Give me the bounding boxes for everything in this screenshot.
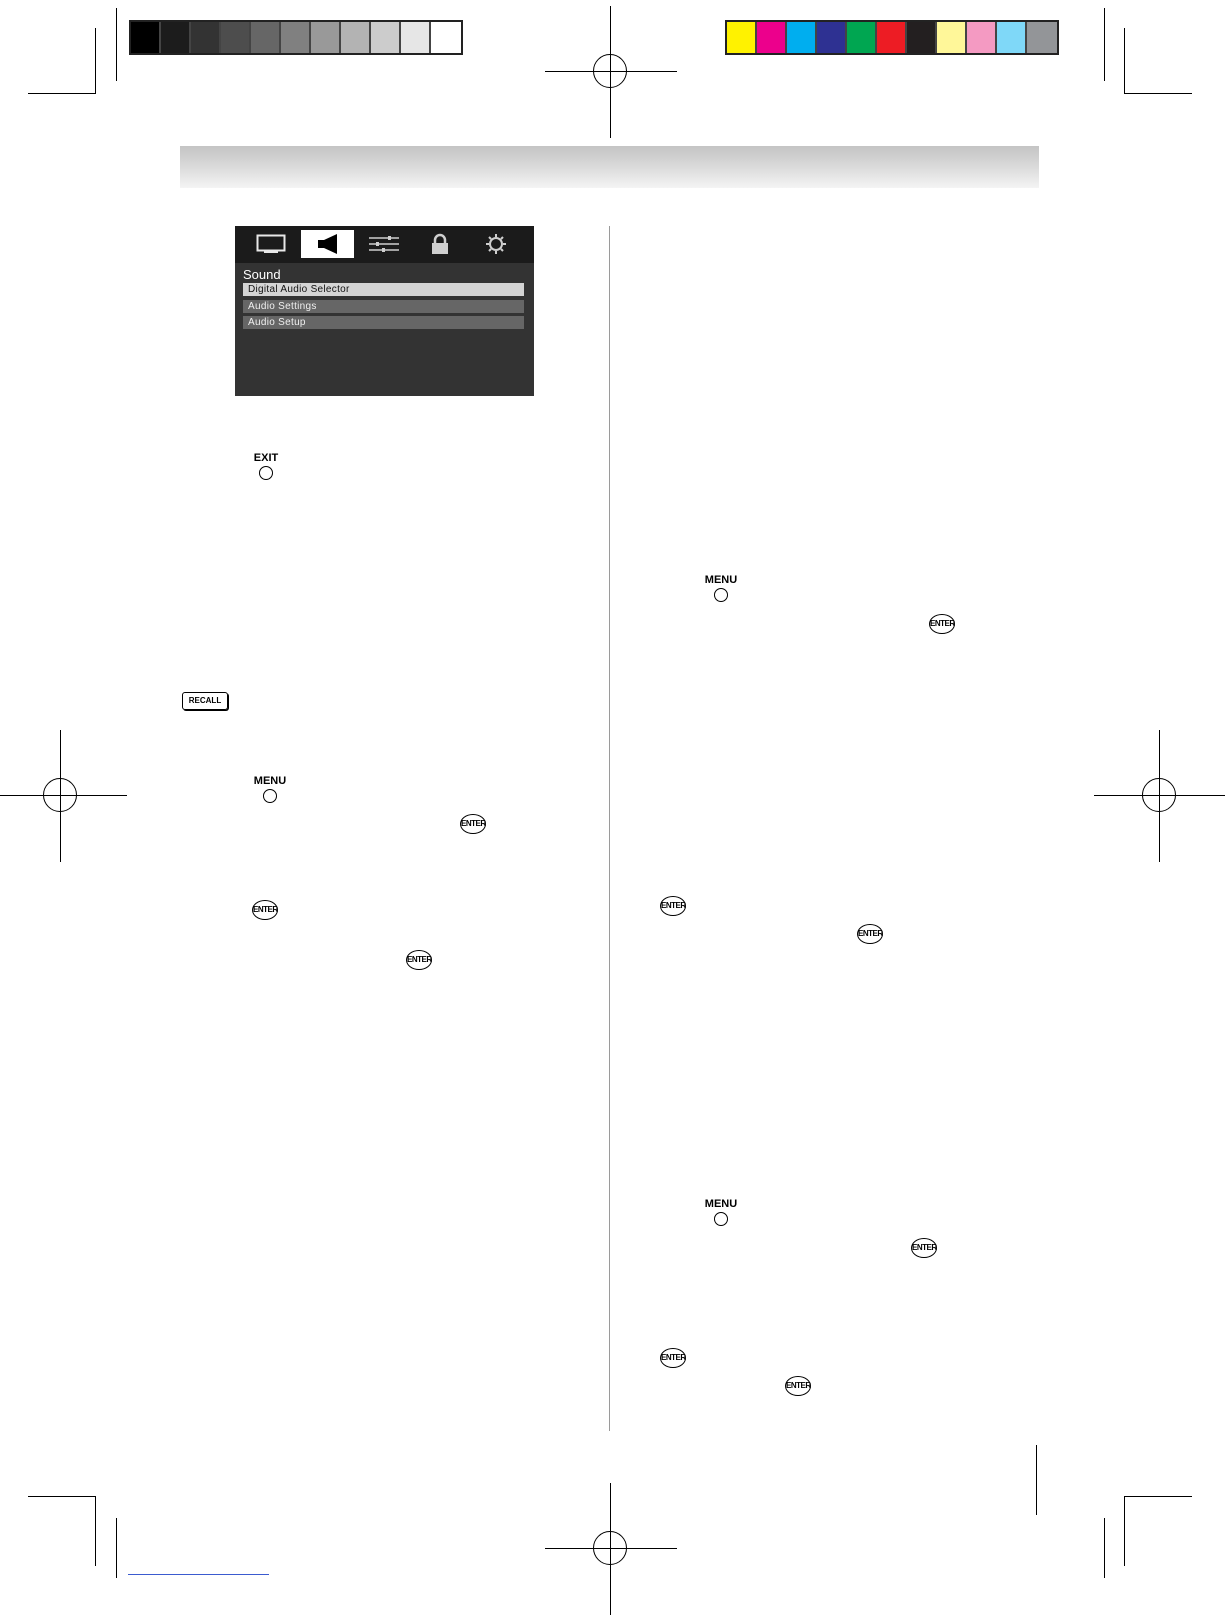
menu-tab-bar [235,226,534,263]
color-swatch [401,22,431,53]
preferences-icon [357,230,410,258]
color-swatch [817,22,847,53]
grayscale-calibration-bar [129,20,463,55]
picture-icon [244,230,297,258]
crop-mark [1124,1496,1125,1566]
enter-button-icon: ENTER [929,614,955,634]
color-swatch [131,22,161,53]
registration-mark-left [0,730,127,862]
footer-rule [128,1574,269,1575]
color-swatch [727,22,757,53]
color-swatch [281,22,311,53]
crop-mark [95,1496,96,1566]
color-swatch [221,22,251,53]
enter-button-icon: ENTER [252,900,278,920]
recall-button-icon: RECALL [182,692,228,710]
menu-section-title: Sound [243,267,281,282]
crop-mark [1125,1496,1192,1497]
color-swatch [787,22,817,53]
crop-mark [28,93,95,94]
registration-mark-top [545,6,677,138]
sound-icon [301,230,354,258]
crop-mark [28,1496,95,1497]
menu-item-audio-settings[interactable]: Audio Settings [243,300,524,313]
color-swatch [191,22,221,53]
color-swatch [877,22,907,53]
color-swatch [341,22,371,53]
enter-button-icon: ENTER [785,1376,811,1396]
enter-button-icon: ENTER [460,814,486,834]
enter-button-icon: ENTER [660,896,686,916]
menu-button-icon: MENU [250,775,290,815]
enter-button-icon: ENTER [857,924,883,944]
setup-icon [469,230,522,258]
column-divider [609,226,610,1431]
crop-mark [116,8,117,81]
enter-button-icon: ENTER [406,950,432,970]
registration-mark-bottom [545,1483,677,1615]
crop-mark [1125,93,1192,94]
color-swatch [1027,22,1057,53]
page-number-rule [1036,1445,1037,1515]
color-swatch [311,22,341,53]
section-header-band [180,146,1039,188]
color-swatch [431,22,461,53]
color-swatch [997,22,1027,53]
color-swatch [967,22,997,53]
color-swatch [847,22,877,53]
menu-item-digital-audio-selector[interactable]: Digital Audio Selector [243,283,524,296]
registration-mark-right [1094,730,1225,862]
crop-mark [1104,1518,1105,1578]
color-swatch [251,22,281,53]
enter-button-icon: ENTER [660,1348,686,1368]
menu-button-icon: MENU [701,1198,741,1238]
crop-mark [116,1518,117,1578]
color-swatch [161,22,191,53]
lock-icon [413,230,466,258]
crop-mark [95,28,96,94]
exit-button-icon: EXIT [246,452,286,492]
menu-item-audio-setup[interactable]: Audio Setup [243,316,524,329]
color-swatch [937,22,967,53]
enter-button-icon: ENTER [911,1238,937,1258]
crop-mark [1104,8,1105,81]
color-calibration-bar [725,20,1059,55]
menu-button-icon: MENU [701,574,741,614]
tv-menu-screenshot [235,226,534,396]
color-swatch [371,22,401,53]
color-swatch [757,22,787,53]
crop-mark [1124,28,1125,94]
color-swatch [907,22,937,53]
